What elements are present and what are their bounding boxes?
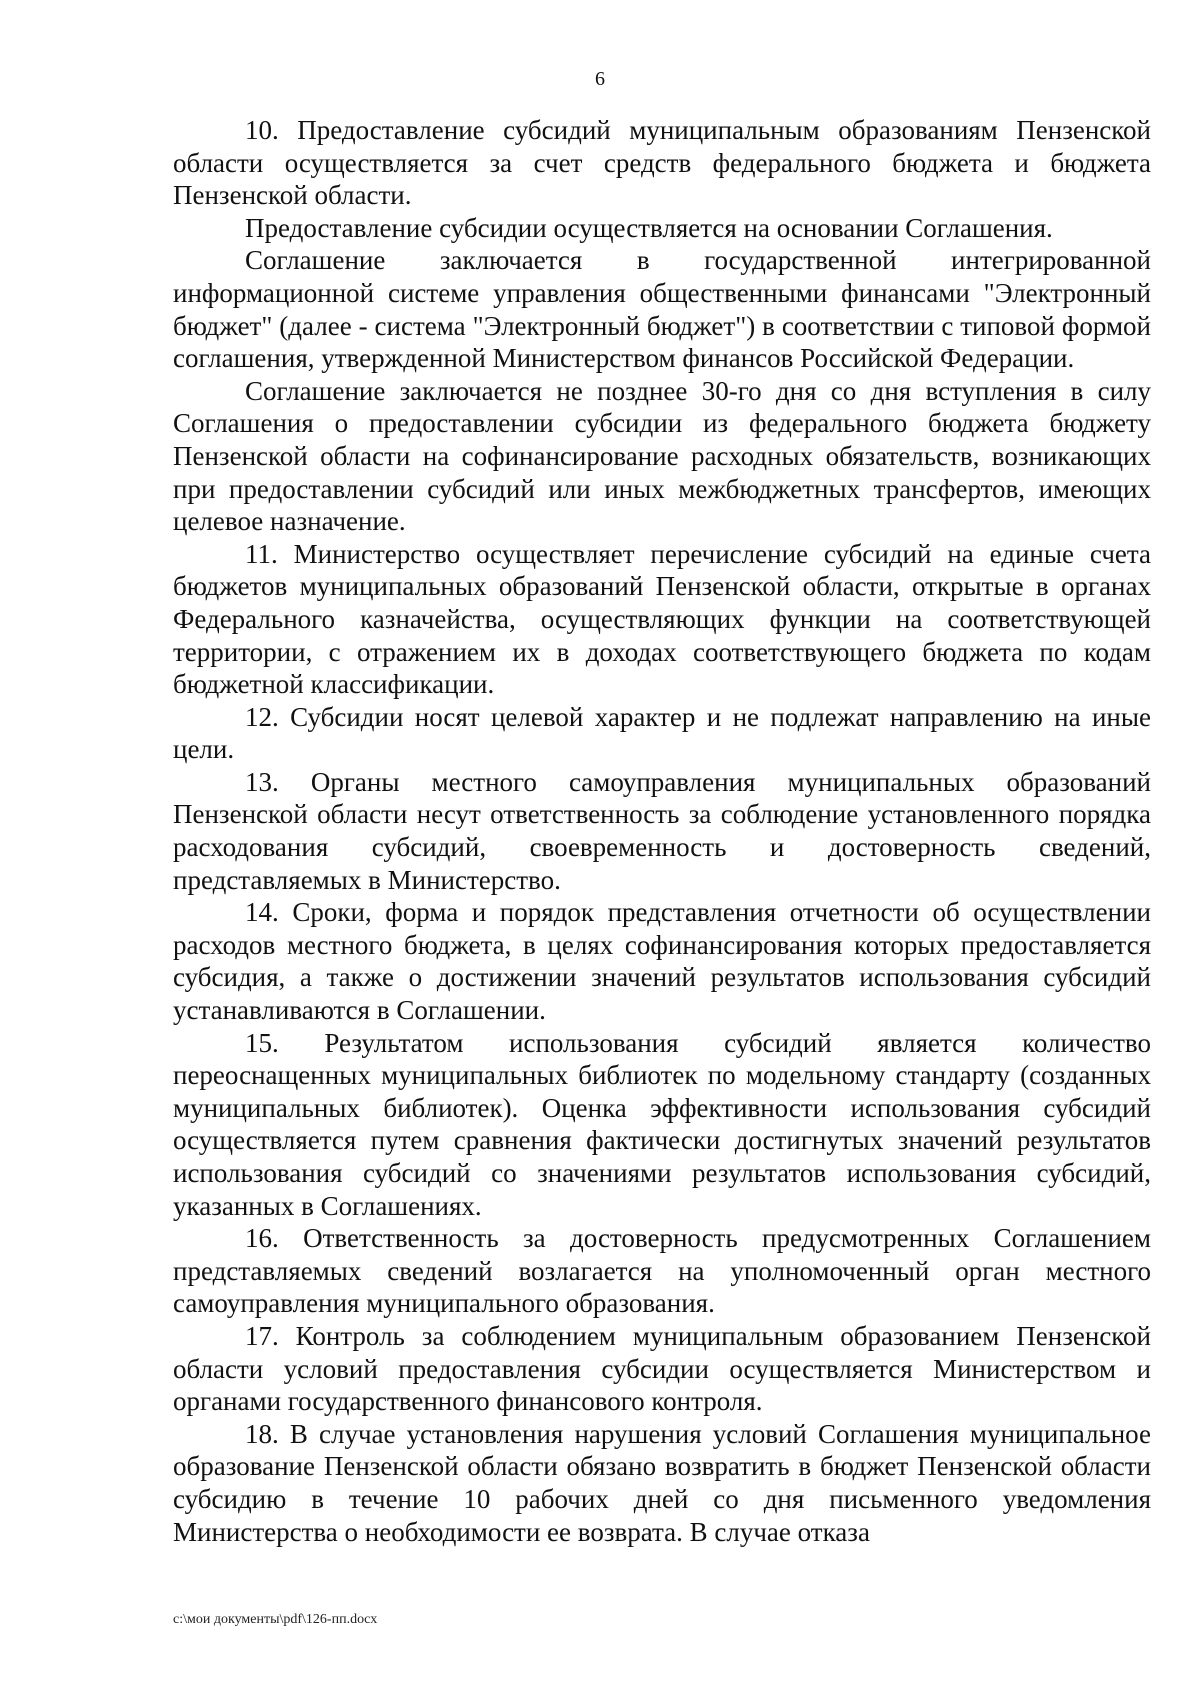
paragraph-12: 12. Субсидии носят целевой характер и не подлежат направлению на иные цели. — [173, 701, 1151, 765]
page-number: 6 — [595, 68, 605, 90]
paragraph-15: 15. Результатом использования субсидий является количество переоснащенных муниципальных библиотек по модельному стандарту (созданных муниципальных библиотек). Оценка эффективности использования субсидий осуществляется путем сравнения фактически достигнутых значений результатов использования субсидий со значениями результатов использования субсидий, указанных в Соглашениях. — [173, 1027, 1151, 1221]
paragraph-13: 13. Органы местного самоуправления муниципальных образований Пензенской области несут ответственность за соблюдение установленного порядка расходования субсидий, своевременность и достоверность сведений, представляемых в Министерство. — [173, 766, 1151, 895]
paragraph-16: 16. Ответственность за достоверность предусмотренных Соглашением представляемых сведений возлагается на уполномоченный орган местного самоуправления муниципального образования. — [173, 1223, 1151, 1319]
paragraph-agreement-system: Соглашение заключается в государственной интегрированной информационной системе управления общественными финансами "Электронный бюджет" (далее - система "Электронный бюджет") в соответствии с типовой формой соглашения, утвержденной Министерством финансов Российской Федерации. — [173, 245, 1151, 374]
footer-file-path: c:\мои документы\pdf\126-пп.docx — [173, 1612, 378, 1627]
paragraph-14: 14. Сроки, форма и порядок представления отчетности об осуществлении расходов местного бюджета, в целях софинансирования которых предоставляется субсидия, а также о достижении значений результатов использования субсидий устанавливаются в Соглашении. — [173, 897, 1151, 1026]
paragraph-10: 10. Предоставление субсидий муниципальным образованиям Пензенской области осуществляется за счет средств федерального бюджета и бюджета Пензенской области. — [173, 115, 1151, 211]
paragraph-subsidy-basis: Предоставление субсидии осуществляется на основании Соглашения. — [245, 212, 1053, 243]
paragraph-18: 18. В случае установления нарушения условий Соглашения муниципальное образование Пензенской области обязано возвратить в бюджет Пензенской области субсидию в течение 10 рабочих дней со дня письменного уведомления Министерства о необходимости ее возврата. В случае отказа — [173, 1418, 1151, 1547]
paragraph-agreement-deadline: Соглашение заключается не позднее 30-го дня со дня вступления в силу Соглашения о предоставлении субсидии из федерального бюджета бюджету Пензенской области на софинансирование расходных обязательств, возникающих при предоставлении субсидий или иных межбюджетных трансфертов, имеющих целевое назначение. — [173, 375, 1151, 537]
paragraph-11: 11. Министерство осуществляет перечисление субсидий на единые счета бюджетов муниципальных образований Пензенской области, открытые в органах Федерального казначейства, осуществляющих функции на соответствующей территории, с отражением их в доходах соответствующего бюджета по кодам бюджетной классификации. — [173, 538, 1151, 700]
paragraph-17: 17. Контроль за соблюдением муниципальным образованием Пензенской области условий предоставления субсидии осуществляется Министерством и органами государственного финансового контроля. — [173, 1320, 1151, 1417]
document-body — [173, 114, 1151, 1548]
